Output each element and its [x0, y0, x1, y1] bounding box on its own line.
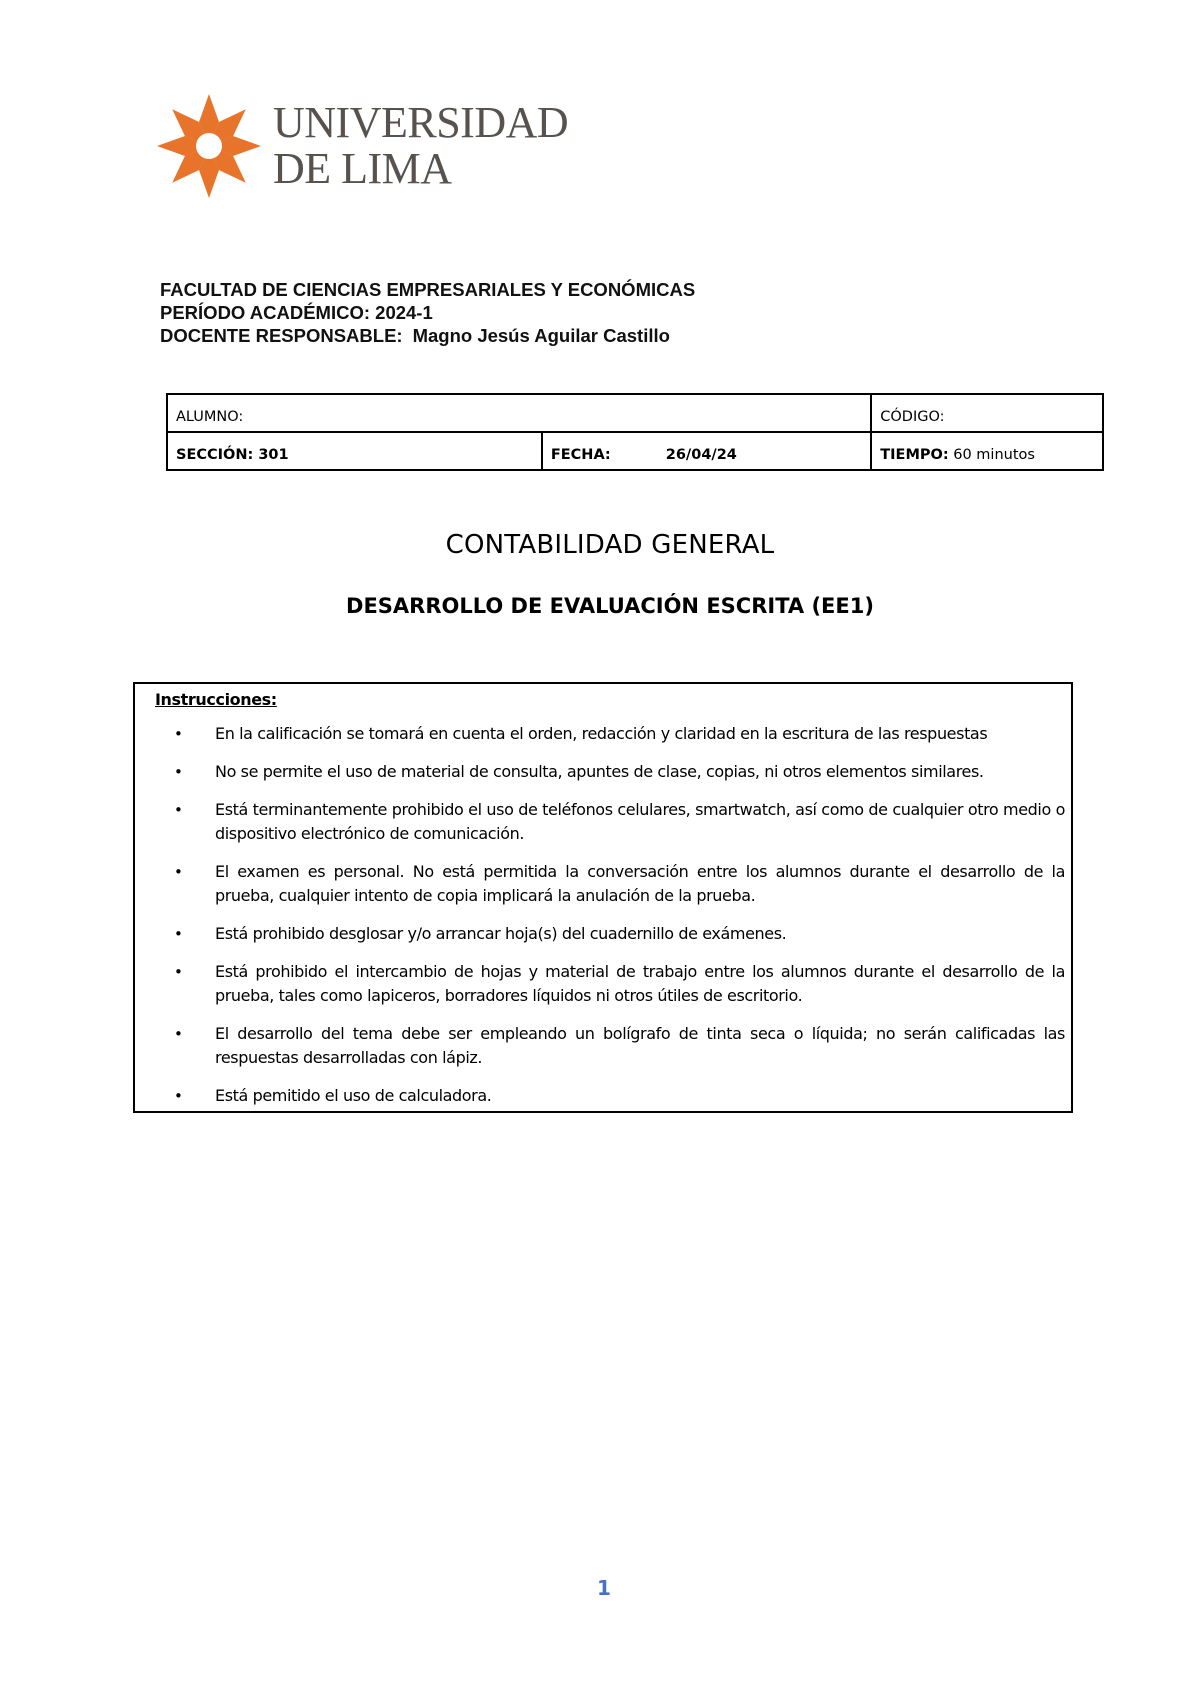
academic-period: PERÍODO ACADÉMICO: 2024-1	[160, 302, 433, 323]
exam-header	[160, 278, 695, 347]
instruction-text: Está pemitido el uso de calculadora.	[215, 1086, 492, 1105]
instruction-text: No se permite el uso de material de consulta, apuntes de clase, copias, ni otros elementos similares.	[215, 762, 984, 781]
bullet-icon: •	[174, 1025, 183, 1043]
bullet-icon: •	[174, 763, 183, 781]
tiempo-value: 60 minutos	[953, 447, 1035, 463]
logo-wordmark	[273, 100, 568, 192]
instruction-text: El examen es personal. No está permitida la conversación entre los alumnos durante el desarrollo de la prueba, cualquier intento de copia implicará la anulación de la prueba.	[215, 862, 1065, 905]
logo-line-2: DE LIMA	[273, 144, 452, 193]
exam-subtitle: DESARROLLO DE EVALUACIÓN ESCRITA (EE1)	[346, 594, 874, 618]
seccion-value: SECCIÓN: 301	[176, 447, 289, 463]
course-title: CONTABILIDAD GENERAL	[445, 530, 775, 560]
teacher-name: Magno Jesús Aguilar Castillo	[412, 325, 670, 346]
bullet-icon: •	[174, 801, 183, 819]
instruction-item	[157, 922, 1065, 946]
fecha-label: FECHA:	[550, 447, 611, 463]
fecha-value: 26/04/24	[665, 447, 737, 463]
instruction-item	[157, 760, 1065, 784]
instruction-text: Está terminantemente prohibido el uso de teléfonos celulares, smartwatch, así como de cualquier otro medio o dispositivo electrónico de comunicación.	[215, 800, 1065, 843]
logo-center	[196, 133, 222, 159]
bullet-icon: •	[174, 725, 183, 743]
logo-star-icon	[155, 92, 263, 200]
teacher-line	[160, 324, 695, 347]
university-logo	[155, 92, 595, 204]
teacher-label: DOCENTE RESPONSABLE:	[160, 325, 403, 346]
instruction-item	[157, 722, 1065, 746]
fecha-cell	[542, 432, 871, 470]
instruction-item	[157, 860, 1065, 908]
instruction-item	[157, 960, 1065, 1008]
bullet-icon: •	[174, 1087, 183, 1105]
instruction-text: Está prohibido desglosar y/o arrancar hoja(s) del cuadernillo de exámenes.	[215, 924, 787, 943]
instruction-item	[157, 1084, 1065, 1108]
faculty-name: FACULTAD DE CIENCIAS EMPRESARIALES Y ECONÓMICAS	[160, 279, 696, 300]
instructions-heading: Instrucciones:	[155, 690, 277, 709]
instruction-text: En la calificación se tomará en cuenta el orden, redacción y claridad en la escritura de las respuestas	[215, 724, 988, 743]
instruction-item	[157, 798, 1065, 846]
seccion-cell	[167, 432, 542, 470]
logo-line-1: UNIVERSIDAD	[273, 98, 569, 147]
bullet-icon: •	[174, 925, 183, 943]
codigo-cell[interactable]	[871, 394, 1103, 432]
bullet-icon: •	[174, 863, 183, 881]
alumno-cell[interactable]	[167, 394, 871, 432]
tiempo-label: TIEMPO:	[880, 447, 949, 463]
instructions-box	[133, 682, 1073, 1113]
student-info-table	[166, 393, 1104, 471]
instructions-list	[157, 722, 1065, 1122]
instruction-text: Está prohibido el intercambio de hojas y material de trabajo entre los alumnos durante el desarrollo de la prueba, tales como lapiceros, borradores líquidos ni otros útiles de escritorio.	[215, 962, 1065, 1005]
instruction-text: El desarrollo del tema debe ser empleando un bolígrafo de tinta seca o líquida; no serán calificadas las respuestas desarrolladas con lápiz.	[215, 1024, 1065, 1067]
alumno-label: ALUMNO:	[176, 409, 244, 425]
tiempo-cell	[871, 432, 1103, 470]
bullet-icon: •	[174, 963, 183, 981]
codigo-label: CÓDIGO:	[880, 409, 945, 425]
instruction-item	[157, 1022, 1065, 1070]
page-number: 1	[597, 1576, 611, 1600]
